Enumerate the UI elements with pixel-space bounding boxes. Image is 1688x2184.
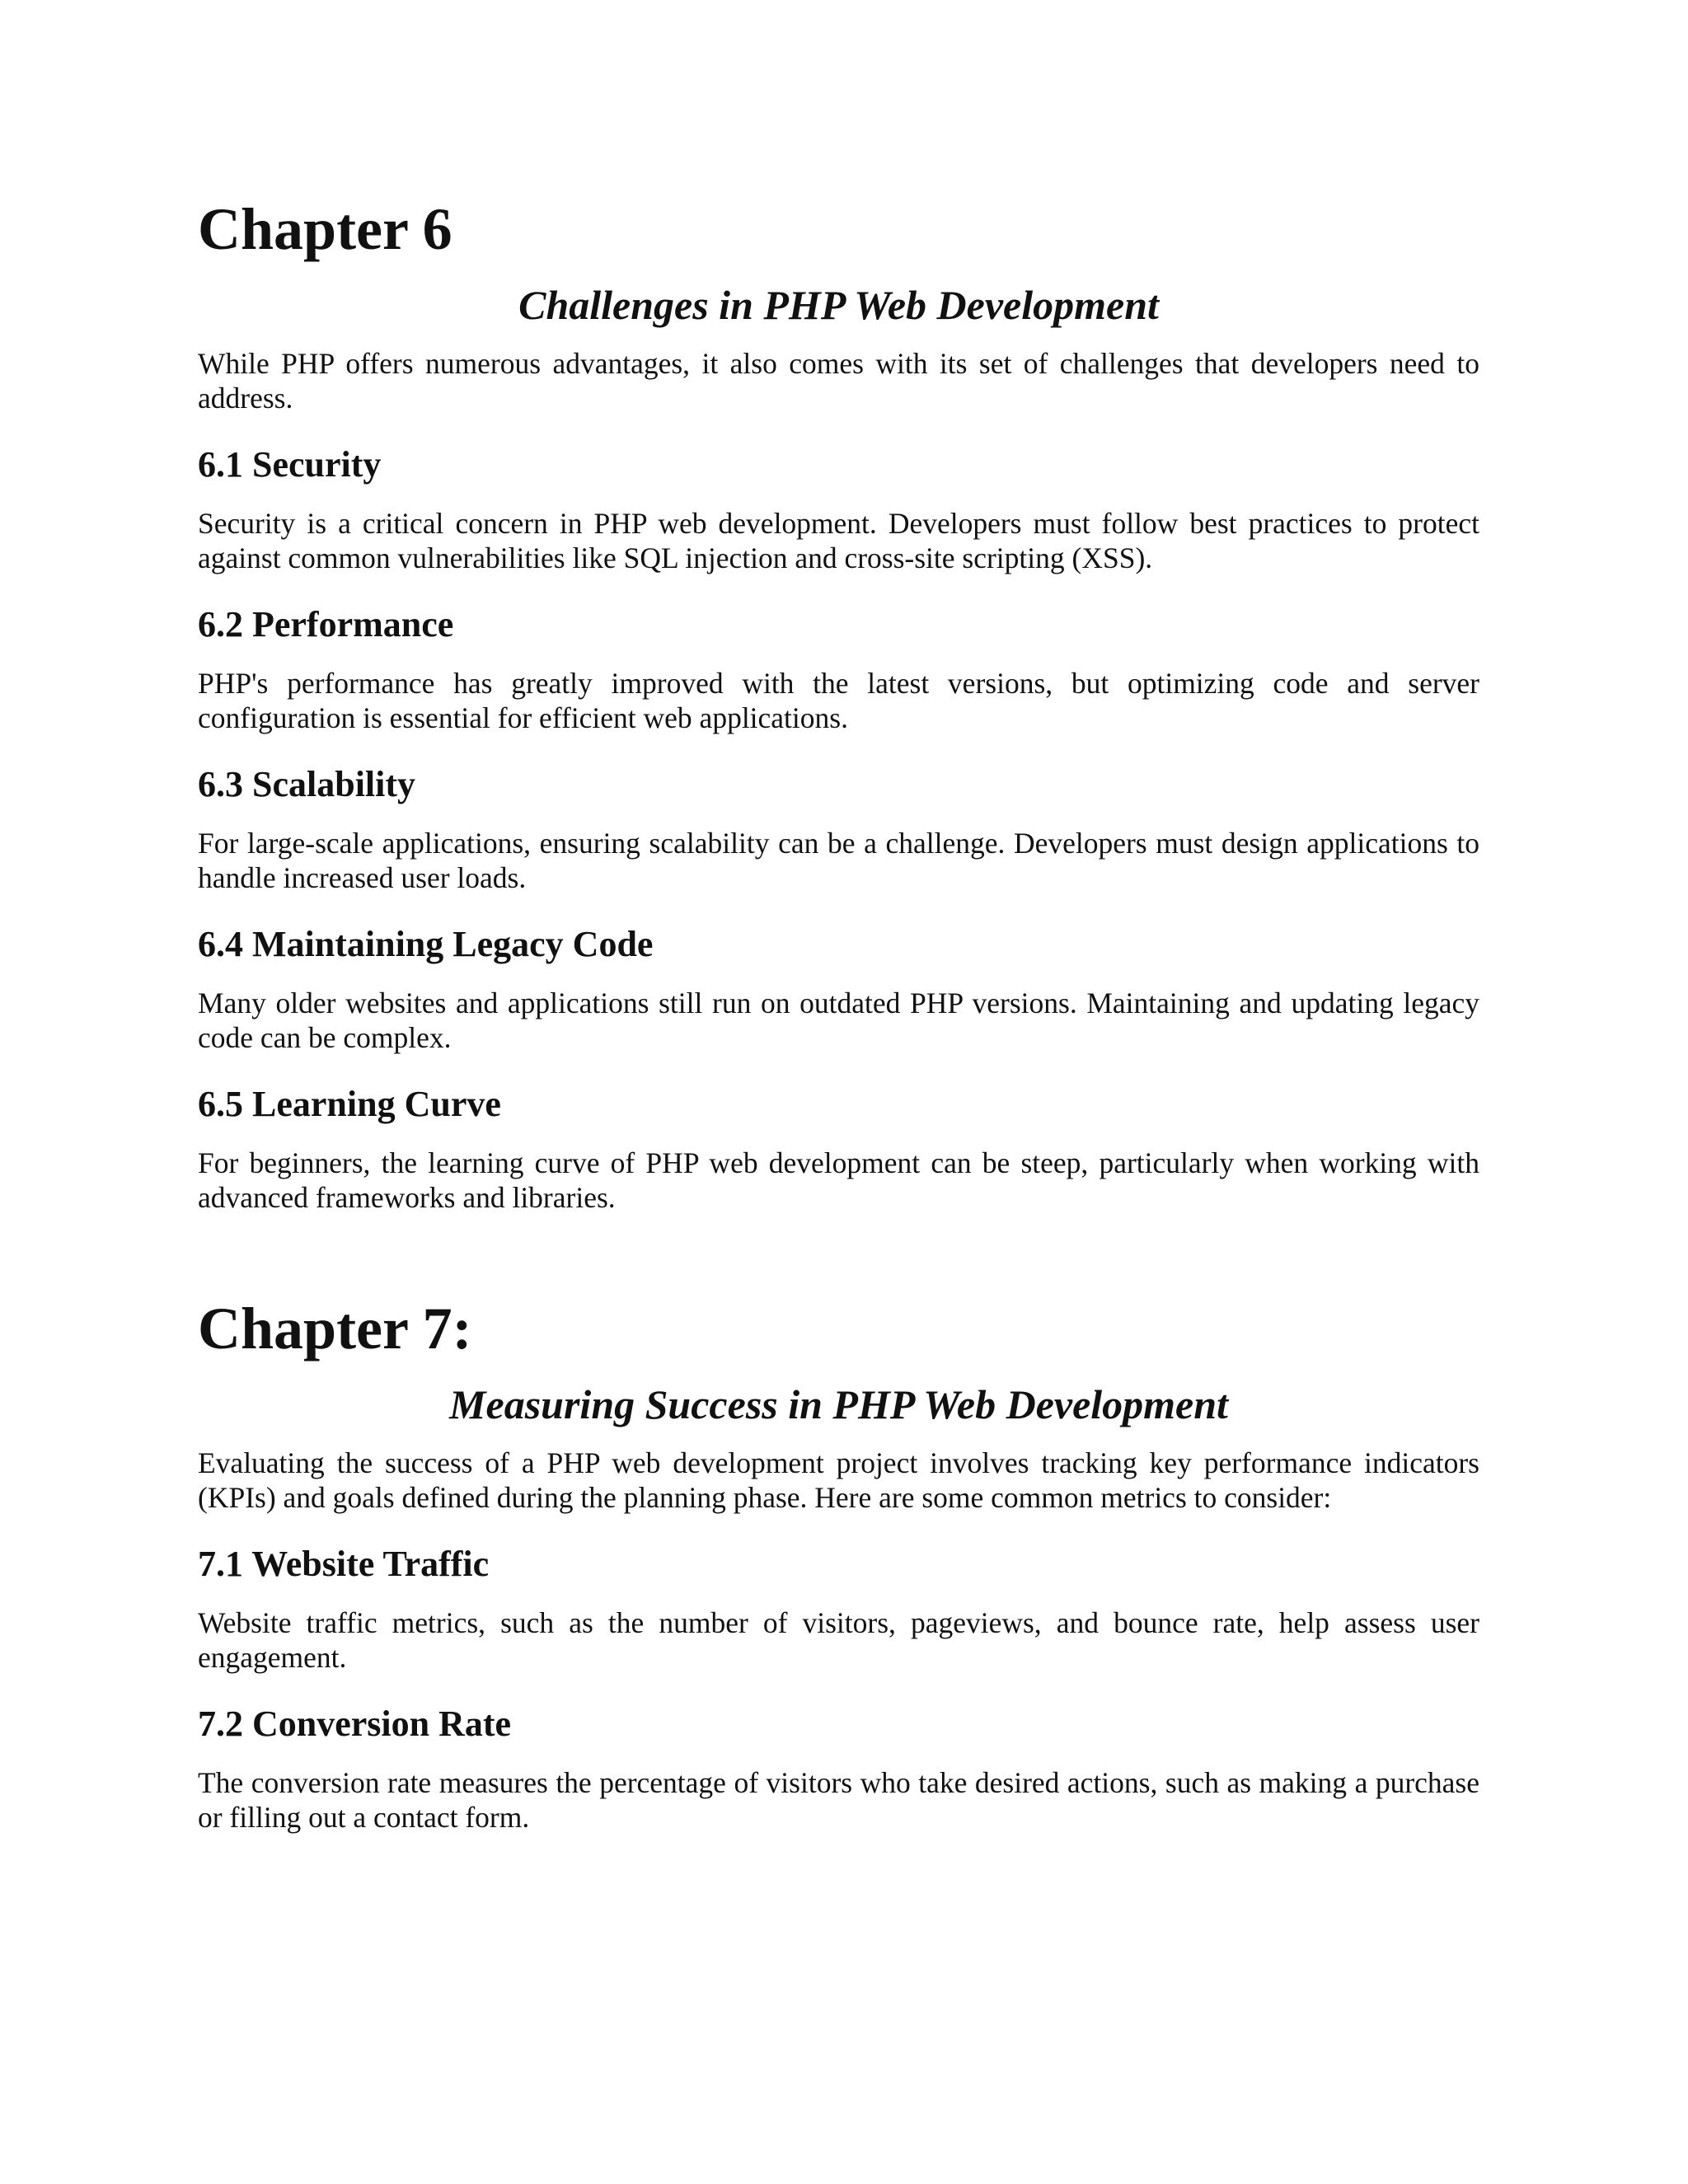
chapter-7 bbox=[198, 1294, 1479, 1835]
section-text: Security is a critical concern in PHP web development. Developers must follow best practices to protect against common vulnerabilities like SQL injection and cross-site scripting (XSS). bbox=[198, 507, 1479, 574]
chapter-title: Chapter 7: bbox=[198, 1296, 472, 1361]
section-heading: 6.3 Scalability bbox=[198, 764, 416, 804]
section-text: Many older websites and applications still run on outdated PHP versions. Maintaining and updating legacy code can be complex. bbox=[198, 987, 1479, 1054]
section-heading: 6.4 Maintaining Legacy Code bbox=[198, 924, 654, 964]
chapter-title: Chapter 6 bbox=[198, 196, 452, 262]
section-heading: 7.1 Website Traffic bbox=[198, 1544, 490, 1584]
section-heading: 6.1 Security bbox=[198, 444, 382, 485]
section-heading: 6.5 Learning Curve bbox=[198, 1084, 501, 1124]
section-text: For beginners, the learning curve of PHP web development can be steep, particularly when working with advanced frameworks and libraries. bbox=[198, 1146, 1479, 1214]
section-heading: 7.2 Conversion Rate bbox=[198, 1704, 512, 1744]
chapter-intro: While PHP offers numerous advantages, it also comes with its set of challenges that developers need to address. bbox=[198, 347, 1479, 415]
chapter-intro: Evaluating the success of a PHP web development project involves tracking key performance indicators (KPIs) and goals defined during the planning phase. Here are some common metrics to consider: bbox=[198, 1446, 1479, 1514]
section-text: For large-scale applications, ensuring scalability can be a challenge. Developers must design applications to handle increased user loads. bbox=[198, 827, 1479, 894]
section-heading: 6.2 Performance bbox=[198, 604, 454, 644]
chapter-subtitle: Measuring Success in PHP Web Development bbox=[449, 1381, 1228, 1427]
page-content bbox=[198, 194, 1479, 1835]
section-text: PHP's performance has greatly improved with the latest versions, but optimizing code and server configuration is essential for efficient web applications. bbox=[198, 667, 1479, 734]
chapter-subtitle: Challenges in PHP Web Development bbox=[518, 282, 1159, 328]
section-text: Website traffic metrics, such as the number of visitors, pageviews, and bounce rate, help assess user engagement. bbox=[198, 1606, 1479, 1674]
chapter-6 bbox=[198, 194, 1479, 1215]
section-text: The conversion rate measures the percentage of visitors who take desired actions, such as making a purchase or filling out a contact form. bbox=[198, 1766, 1479, 1834]
